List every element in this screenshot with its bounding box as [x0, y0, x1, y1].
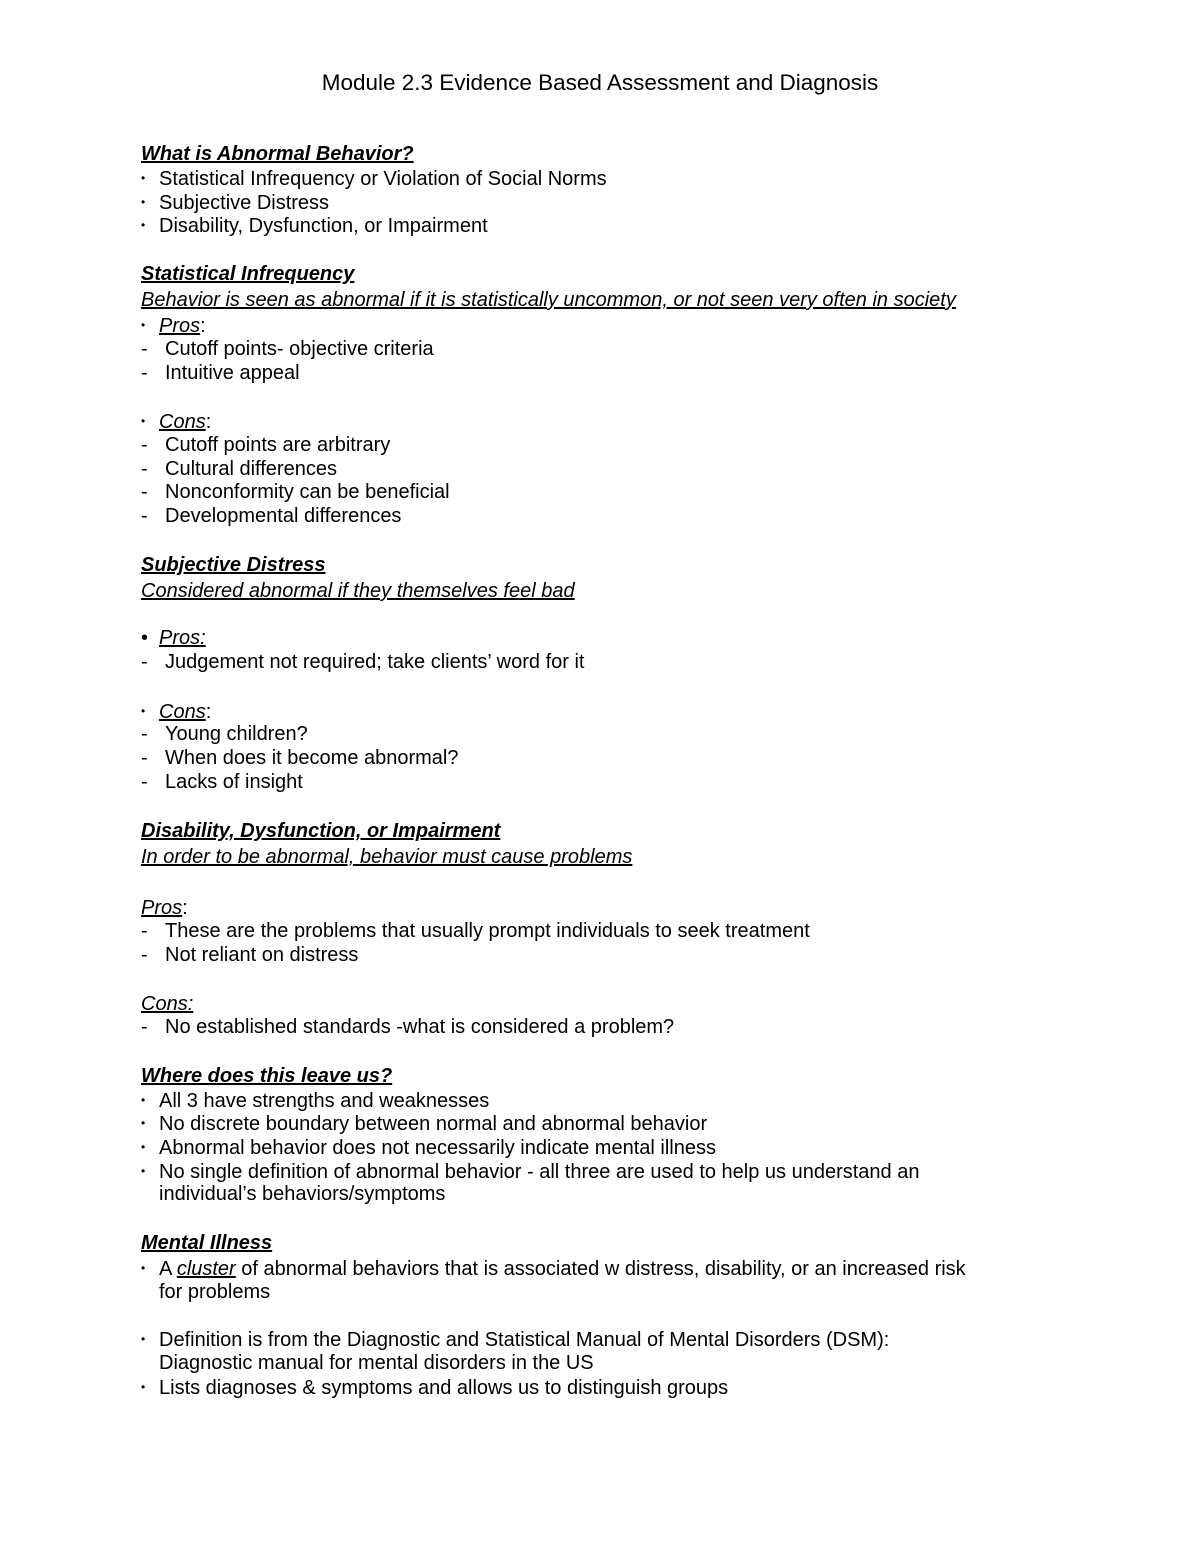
heading-where-does-this-leave-us: Where does this leave us? [141, 1065, 393, 1087]
bullet-icon: • [141, 195, 146, 209]
list-item: - Nonconformity can be beneficial [141, 481, 450, 503]
dash-icon: - [141, 747, 148, 769]
list-item: • Subjective Distress [141, 192, 330, 214]
list-item: - Developmental differences [141, 505, 402, 527]
emphasis-cluster: cluster [176, 1258, 236, 1280]
subtitle-subjective-distress: Considered abnormal if they themselves feel bad [141, 580, 575, 602]
cons-label: • Cons: [141, 701, 212, 723]
subtitle-statistical-infrequency: Behavior is seen as abnormal if it is statistically uncommon, or not seen very often in society [141, 289, 956, 311]
list-item: - These are the problems that usually prompt individuals to seek treatment [141, 920, 810, 942]
dash-icon: - [141, 362, 148, 384]
pros-label: • Pros: [141, 627, 206, 649]
bullet-icon: • [141, 318, 146, 332]
dash-icon: - [141, 458, 148, 480]
dash-icon: - [141, 723, 148, 745]
dash-icon: - [141, 481, 148, 503]
dash-icon: - [141, 505, 148, 527]
dash-icon: - [141, 771, 148, 793]
list-item: - Not reliant on distress [141, 944, 359, 966]
bullet-icon: • [141, 704, 146, 718]
list-item: - When does it become abnormal? [141, 747, 459, 769]
list-item: • Statistical Infrequency or Violation of Social Norms [141, 168, 607, 190]
list-item: • All 3 have strengths and weaknesses [141, 1090, 490, 1112]
list-item: - Cutoff points are arbitrary [141, 434, 391, 456]
list-item-continuation: Diagnostic manual for mental disorders in the US [159, 1352, 594, 1374]
list-item: • A cluster of abnormal behaviors that is associated w distress, disability, or an increased risk [141, 1258, 966, 1280]
dash-icon: - [141, 920, 148, 942]
bullet-icon: • [141, 1332, 146, 1346]
bullet-icon: • [141, 1164, 146, 1178]
list-item: - Cultural differences [141, 458, 337, 480]
heading-subjective-distress: Subjective Distress [141, 554, 326, 576]
list-item: - Young children? [141, 723, 308, 745]
list-item: • No single definition of abnormal behavior - all three are used to help us understand an [141, 1161, 920, 1183]
list-item: • Disability, Dysfunction, or Impairment [141, 215, 488, 237]
list-item-continuation: individual’s behaviors/symptoms [159, 1183, 446, 1205]
dash-icon: - [141, 434, 148, 456]
list-item: - Intuitive appeal [141, 362, 300, 384]
bullet-icon: • [141, 1093, 146, 1107]
list-item-continuation: for problems [159, 1281, 271, 1303]
bullet-icon: • [141, 627, 149, 649]
list-item: - Judgement not required; take clients’ word for it [141, 651, 585, 673]
dash-icon: - [141, 651, 148, 673]
bullet-icon: • [141, 1261, 146, 1275]
cons-label: Cons: [141, 993, 194, 1015]
page-title: Module 2.3 Evidence Based Assessment and Diagnosis [321, 70, 879, 95]
dash-icon: - [141, 944, 148, 966]
list-item: • No discrete boundary between normal and abnormal behavior [141, 1113, 708, 1135]
list-item: • Definition is from the Diagnostic and Statistical Manual of Mental Disorders (DSM): [141, 1329, 890, 1351]
pros-label: Pros: [141, 897, 188, 919]
list-item: • Lists diagnoses & symptoms and allows us to distinguish groups [141, 1377, 729, 1399]
heading-abnormal-behavior: What is Abnormal Behavior? [141, 143, 414, 165]
list-item: - No established standards -what is considered a problem? [141, 1016, 675, 1038]
list-item: - Cutoff points- objective criteria [141, 338, 434, 360]
cons-label: • Cons: [141, 411, 212, 433]
bullet-icon: • [141, 171, 146, 185]
bullet-icon: • [141, 1116, 146, 1130]
bullet-icon: • [141, 414, 146, 428]
bullet-icon: • [141, 1380, 146, 1394]
bullet-icon: • [141, 218, 146, 232]
dash-icon: - [141, 1016, 148, 1038]
heading-statistical-infrequency: Statistical Infrequency [141, 263, 355, 285]
pros-label: • Pros: [141, 315, 206, 337]
subtitle-disability: In order to be abnormal, behavior must cause problems [141, 846, 633, 868]
list-item: • Abnormal behavior does not necessarily indicate mental illness [141, 1137, 716, 1159]
bullet-icon: • [141, 1140, 146, 1154]
heading-disability: Disability, Dysfunction, or Impairment [141, 820, 501, 842]
list-item: - Lacks of insight [141, 771, 303, 793]
heading-mental-illness: Mental Illness [141, 1232, 273, 1254]
dash-icon: - [141, 338, 148, 360]
